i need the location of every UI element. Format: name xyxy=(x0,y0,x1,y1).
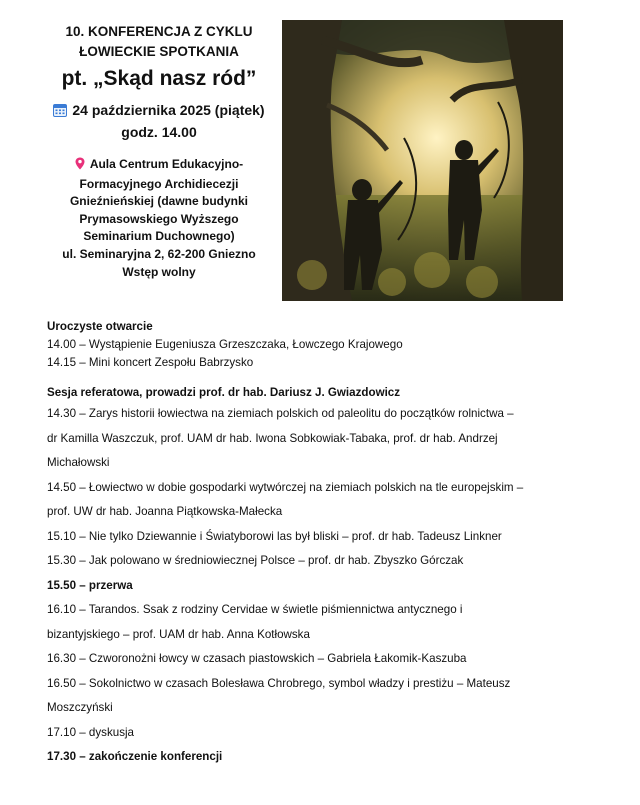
program-item-line: 17.10 – dyskusja xyxy=(47,725,135,739)
event-date-text: 24 października 2025 (piątek) xyxy=(72,102,265,118)
program-item-line: 17.30 – zakończenie konferencji xyxy=(47,750,223,763)
program-item-line: 15.30 – Jak polowano w średniowiecznej Polsce – prof. dr hab. Zbyszko Górczak xyxy=(47,554,464,567)
program-item xyxy=(47,402,597,476)
program-item xyxy=(47,549,597,574)
program-item: 14.15 – Mini koncert Zespołu Babrzysko xyxy=(47,356,254,369)
forest-archers-illustration xyxy=(282,20,563,301)
conference-subtitle: pt. „Skąd nasz ród” xyxy=(61,67,257,90)
event-time: godz. 14.00 xyxy=(121,124,197,140)
program-item xyxy=(47,745,597,770)
session-title: Sesja referatowa, prowadzi prof. dr hab. Dariusz J. Gwiazdowicz xyxy=(47,386,401,399)
location-pin-icon xyxy=(75,157,85,176)
program-item xyxy=(47,598,597,647)
program-item xyxy=(47,721,597,746)
program-item-line: 16.30 – Czworonożni łowcy w czasach piastowskich – Gabriela Łakomik-Kaszuba xyxy=(47,652,467,665)
admission-note: Wstęp wolny xyxy=(122,264,196,279)
event-header xyxy=(40,22,278,281)
opening-title: Uroczyste otwarcie xyxy=(47,320,153,333)
conference-number: 10. KONFERENCJA Z CYKLU xyxy=(65,24,253,39)
program-item-line: 15.50 – przerwa xyxy=(47,578,133,592)
program-item: 14.00 – Wystąpienie Eugeniusza Grzeszczaka, Łowczego Krajowego xyxy=(47,338,403,351)
program-item-line: Moszczyński xyxy=(47,701,113,714)
program-item-line: dr Kamilla Waszczuk, prof. UAM dr hab. Iwona Sobkowiak-Tabaka, prof. dr hab. Andrzej xyxy=(47,431,498,445)
venue-line: Seminarium Duchownego) xyxy=(83,229,235,244)
venue-block xyxy=(40,156,278,281)
program-item-line: 14.50 – Łowiectwo w dobie gospodarki wytwórczej na ziemiach polskich na tle europejskim – xyxy=(47,480,524,494)
program-item-line: 16.50 – Sokolnictwo w czasach Bolesława Chrobrego, symbol władzy i prestiżu – Mateusz xyxy=(47,676,511,690)
program-item-line: Michałowski xyxy=(47,456,110,469)
session-items xyxy=(47,402,597,770)
program-item xyxy=(47,574,597,599)
program-item-line: 15.10 – Nie tylko Dziewannie i Światyborowi las był bliski – prof. dr hab. Tadeusz Linkner xyxy=(47,529,502,543)
program-item xyxy=(47,647,597,672)
calendar-icon xyxy=(53,102,67,122)
program-item xyxy=(47,476,597,525)
program-item-line: 14.30 – Zarys historii łowiectwa na ziemiach polskich od paleolitu do początków rolnictwa – xyxy=(47,407,514,420)
program xyxy=(47,318,597,770)
venue-address: ul. Seminaryjna 2, 62-200 Gniezno xyxy=(62,246,256,261)
venue-line: Gnieźnieńskiej (dawne budynki xyxy=(69,194,249,209)
conference-series: ŁOWIECKIE SPOTKANIA xyxy=(79,44,239,59)
program-item xyxy=(47,525,597,550)
program-item-line: bizantyjskiego – prof. UAM dr hab. Anna Kotłowska xyxy=(47,627,310,641)
venue-line: Aula Centrum Edukacyjno- xyxy=(40,156,278,176)
venue-line: Formacyjnego Archidiecezji xyxy=(79,176,239,191)
event-date xyxy=(40,100,278,122)
program-item xyxy=(47,672,597,721)
program-item-line: 16.10 – Tarandos. Ssak z rodziny Cervidae w świetle piśmiennictwa antycznego i xyxy=(47,603,463,616)
venue-line: Prymasowskiego Wyższego xyxy=(79,211,239,226)
program-item-line: prof. UW dr hab. Joanna Piątkowska-Małecka xyxy=(47,505,283,518)
